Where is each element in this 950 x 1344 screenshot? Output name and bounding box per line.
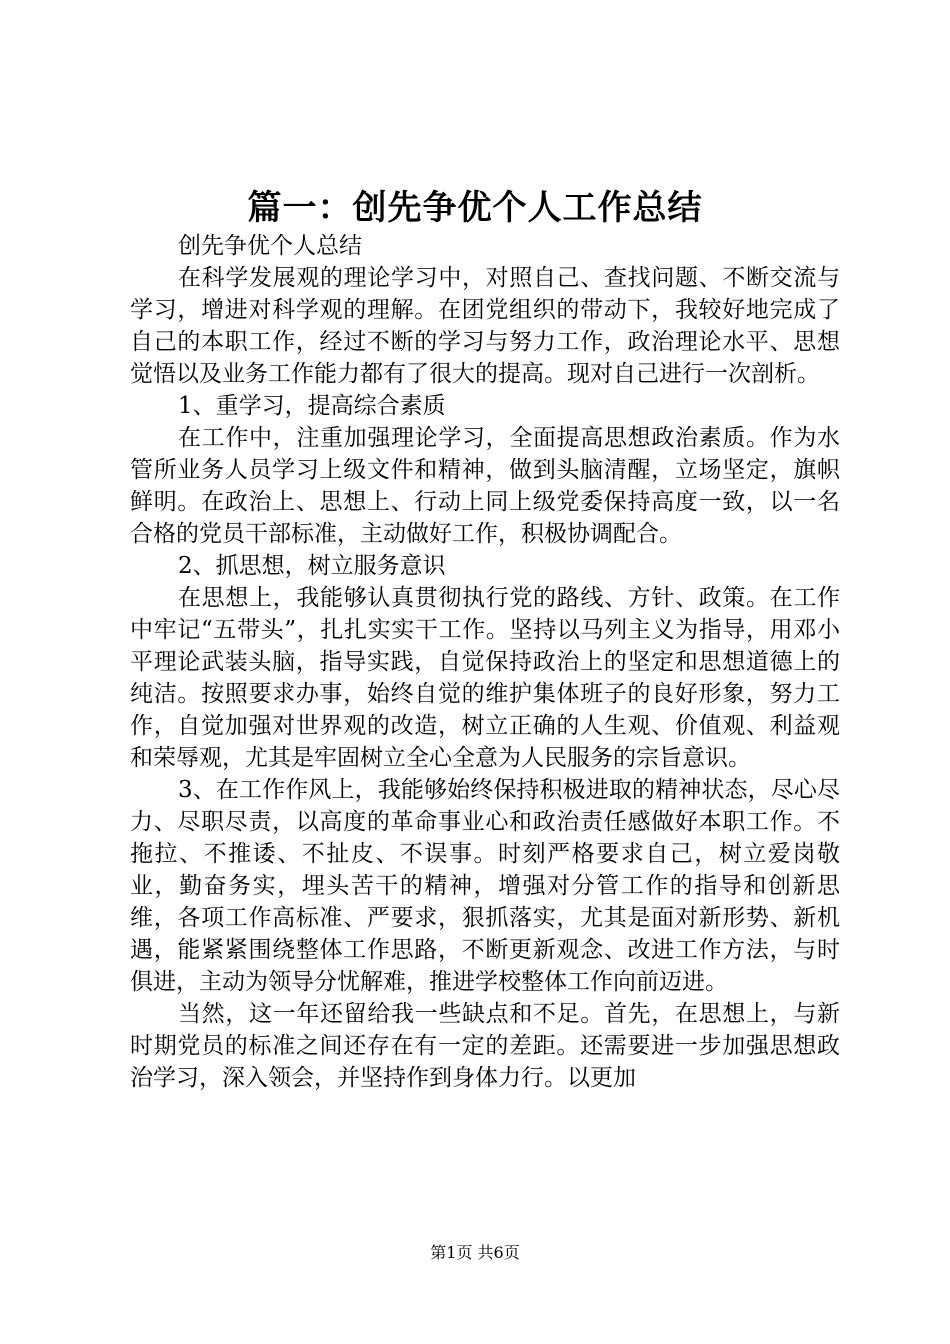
paragraph-shortcomings: 当然，这一年还留给我一些缺点和不足。首先，在思想上，与新时期党员的标准之间还存在有一定的差距。还需要进一步加强思想政治学习，深入领会，并坚持作到身体力行。以更加: [130, 1001, 840, 1091]
paragraph-work-style: 3、在工作作风上，我能够始终保持积极进取的精神状态，尽心尽力、尽职尽责，以高度的革命事业心和政治责任感做好本职工作。不拖拉、不推诿、不扯皮、不误事。时刻严格要求自己，树立爱岗敬业，勤奋务实，埋头苦干的精神，增强对分管工作的指导和创新思维，各项工作高标准、严要求，狠抓落实，尤其是面对新形势、新机遇，能紧紧围绕整体工作思路，不断更新观念、改进工作方法，与时俱进，主动为领导分忧解难，推进学校整体工作向前迈进。: [130, 777, 840, 995]
paragraph-study: 在工作中，注重加强理论学习，全面提高思想政治素质。作为水管所业务人员学习上级文件和精神，做到头脑清醒，立场坚定，旗帜鲜明。在政治上、思想上、行动上同上级党委保持高度一致，以一名合格的党员干部标准，主动做好工作，积极协调配合。: [130, 425, 840, 547]
paragraph-thought: 在思想上，我能够认真贯彻执行党的路线、方针、政策。在工作中牢记“五带头”，扎扎实实干工作。坚持以马列主义为指导，用邓小平理论武装头脑，指导实践，自觉保持政治上的坚定和思想道德上的纯洁。按照要求办事，始终自觉的维护集体班子的良好形象，努力工作，自觉加强对世界观的改造，树立正确的人生观、价值观、利益观和荣辱观，尤其是牢固树立全心全意为人民服务的宗旨意识。: [130, 585, 840, 771]
document-body: [130, 230, 840, 1094]
document-title: 篇一：创先争优个人工作总结: [247, 188, 703, 228]
section-heading-2: 2、抓思想，树立服务意识: [178, 553, 446, 579]
section-heading-1: 1、重学习，提高综合素质: [178, 393, 446, 419]
page-footer: 第1页 共6页: [430, 1243, 520, 1262]
paragraph-intro: 在科学发展观的理论学习中，对照自己、查找问题、不断交流与学习，增进对科学观的理解。在团党组织的带动下，我较好地完成了自己的本职工作，经过不断的学习与努力工作，政治理论水平、思想觉悟以及业务工作能力都有了很大的提高。现对自己进行一次剖析。: [130, 265, 840, 387]
document-subtitle: 创先争优个人总结: [178, 233, 362, 259]
